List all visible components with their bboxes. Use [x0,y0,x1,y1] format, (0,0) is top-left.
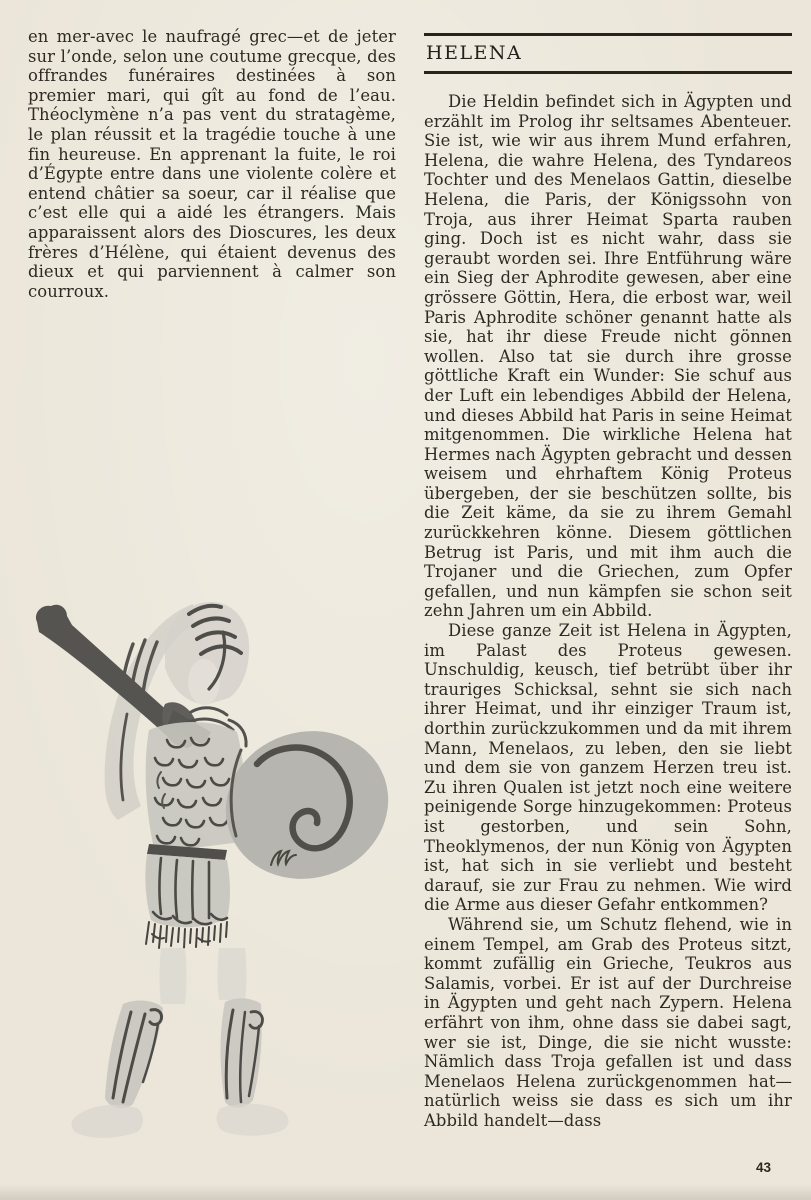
section-title: HELENA [426,42,523,64]
warrior-drawing [15,592,395,1152]
section-heading-block [424,33,792,74]
right-thigh-wash [218,948,247,1000]
right-foot-wash [217,1104,289,1136]
left-thigh-wash [160,948,187,1004]
french-paragraph: en mer-avec le naufragé grec—et de jeter sur l’onde, selon une coutume grecque, des offrandes funéraires destinées à son premier mari, qui gît au fond de l’eau. Théoclymène n’a pas vent du stratagème, le plan réussit et la tragédie touche à une fin heureuse. En apprenant la fuite, le roi d’Égypte entre dans une violente colère et entend châtier sa soeur, car il réalise que c’est elle qui a aidé les étrangers. Mais apparaissent alors des Dioscures, les deux frères d’Hélène, qui étaient devenus des dieux et qui parviennent à calmer son courroux. [28,27,396,301]
german-paragraph-1: Die Heldin befindet sich in Ägypten und erzählt im Prolog ihr seltsames Abenteuer. Sie ist, wie wir aus ihrem Mund erfahren, Helena, die wahre Helena, des Tyndareos Tochter und des Menelaos Gattin, dieselbe Helena, die Paris, der Königssohn von Troja, aus ihrer Heimat Sparta rauben ging. Doch ist es nicht wahr, dass sie geraubt worden sei. Ihre Entführung wäre ein Sieg der Aphrodite gewesen, aber eine grössere Göttin, Hera, die erbost war, weil Paris Aphrodite schöner genannt hatte als sie, hat ihr diese Freude nicht gönnen wollen. Also tat sie durch ihre grosse göttliche Kraft ein Wunder: Sie schuf aus der Luft ein lebendiges Abbild der Helena, und dieses Abbild hat Paris in seine Heimat mitgenommen. Die wirkliche Helena hat Hermes nach Ägypten gebracht und dessen weisem und ehrhaftem König Proteus übergeben, der sie beschützen sollte, bis die Zeit käme, da sie zu ihrem Gemahl zurückkehren könne. Diesem göttlichen Betrug ist Paris, und mit ihm auch die Trojaner und die Griechen, zum Opfer gefallen, und nun kämpfen sie schon seit zehn Jahren um ein Abbild. [424,92,792,621]
warrior-illustration [15,592,395,1152]
german-paragraph-2: Diese ganze Zeit ist Helena in Ägypten, im Palast des Proteus gewesen. Unschuldig, keusch, tief betrübt über ihr trauriges Schicksal, sehnt sie sich nach ihrer Heimat, und ihr einziger Traum ist, dorthin zurückzukommen und da mit ihrem Mann, Menelaos, zu leben, den sie liebt und dem sie von ganzem Herzen treu ist. Zu ihren Qualen ist jetzt noch eine weitere peinigende Sorge hinzugekommen: Proteus ist gestorben, und sein Sohn, Theoklymenos, der nun König von Ägypten ist, hat sich in sie verliebt und besteht darauf, sie zur Frau zu nehmen. Wie wird die Arme aus dieser Gefahr entkommen? [424,621,792,915]
page-bottom-edge [0,1184,811,1200]
page-number: 43 [755,1160,771,1175]
left-column [28,27,396,301]
right-column [424,33,792,1130]
german-paragraph-3: Während sie, um Schutz flehend, wie in einem Tempel, am Grab des Proteus sitzt, kommt zufällig ein Grieche, Teukros aus Salamis, vorbei. Er ist auf der Durchreise in Ägypten und geht nach Zypern. Helena erfährt von ihm, ohne dass sie dabei sagt, wer sie ist, Dinge, die sie nicht wusste: Nämlich dass Troja gefallen ist und dass Menelaos Helena zurückgenommen hat—natürlich weiss sie dass es sich um ihr Abbild handelt—dass [424,914,792,1130]
left-foot-wash [72,1105,143,1138]
